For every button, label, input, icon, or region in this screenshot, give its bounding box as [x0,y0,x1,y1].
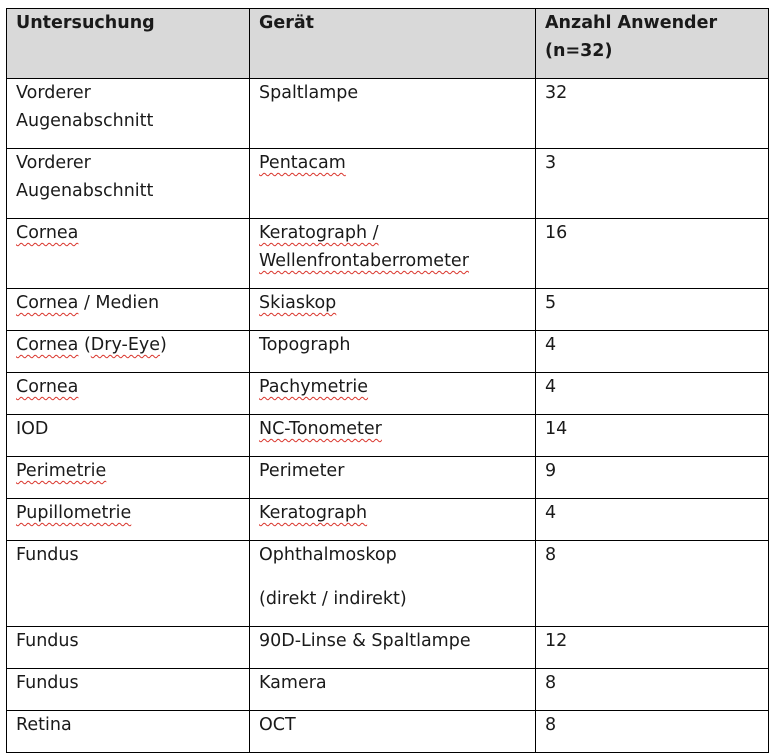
cell-count: 4 [536,499,769,541]
cell-exam: Cornea / Medien [7,289,250,331]
cell-exam: Vorderer Augenabschnitt [7,79,250,149]
cell-count: 16 [536,219,769,289]
table-row [7,149,769,219]
cell-exam: Fundus [7,541,250,627]
cell-device: Perimeter [250,457,536,499]
header-geraet: Gerät [250,9,536,79]
cell-exam: Cornea (Dry-Eye) [7,331,250,373]
table-row [7,79,769,149]
cell-exam: Perimetrie [7,457,250,499]
cell-count: 8 [536,669,769,711]
table-row [7,669,769,711]
cell-device: Kamera [250,669,536,711]
cell-count: 8 [536,711,769,753]
table-row [7,541,769,627]
cell-count: 14 [536,415,769,457]
table-row [7,711,769,753]
cell-device: Pentacam [250,149,536,219]
cell-count: 4 [536,331,769,373]
cell-exam: Fundus [7,627,250,669]
table-row [7,331,769,373]
cell-device: Pachymetrie [250,373,536,415]
cell-count: 4 [536,373,769,415]
table-row [7,627,769,669]
cell-exam: Retina [7,711,250,753]
cell-device: NC-Tonometer [250,415,536,457]
cell-exam: Fundus [7,669,250,711]
cell-exam: IOD [7,415,250,457]
table-row [7,457,769,499]
table-row [7,219,769,289]
cell-count: 8 [536,541,769,627]
table-container [6,8,769,753]
header-anzahl: Anzahl Anwender (n=32) [536,9,769,79]
cell-exam: Cornea [7,219,250,289]
header-untersuchung: Untersuchung [7,9,250,79]
cell-device: Skiaskop [250,289,536,331]
cell-count: 5 [536,289,769,331]
cell-exam: Cornea [7,373,250,415]
cell-device: Keratograph [250,499,536,541]
cell-exam: Vorderer Augenabschnitt [7,149,250,219]
cell-count: 9 [536,457,769,499]
cell-device: 90D-Linse & Spaltlampe [250,627,536,669]
cell-exam: Pupillometrie [7,499,250,541]
cell-count: 3 [536,149,769,219]
table-row [7,499,769,541]
survey-table [6,8,769,753]
table-row [7,415,769,457]
cell-count: 12 [536,627,769,669]
table-row [7,373,769,415]
cell-device: Topograph [250,331,536,373]
cell-device: Ophthalmoskop (direkt / indirekt) [250,541,536,627]
cell-device: Spaltlampe [250,79,536,149]
cell-device: OCT [250,711,536,753]
cell-count: 32 [536,79,769,149]
table-row [7,289,769,331]
header-row [7,9,769,79]
cell-device: Keratograph / Wellenfrontaberrometer [250,219,536,289]
